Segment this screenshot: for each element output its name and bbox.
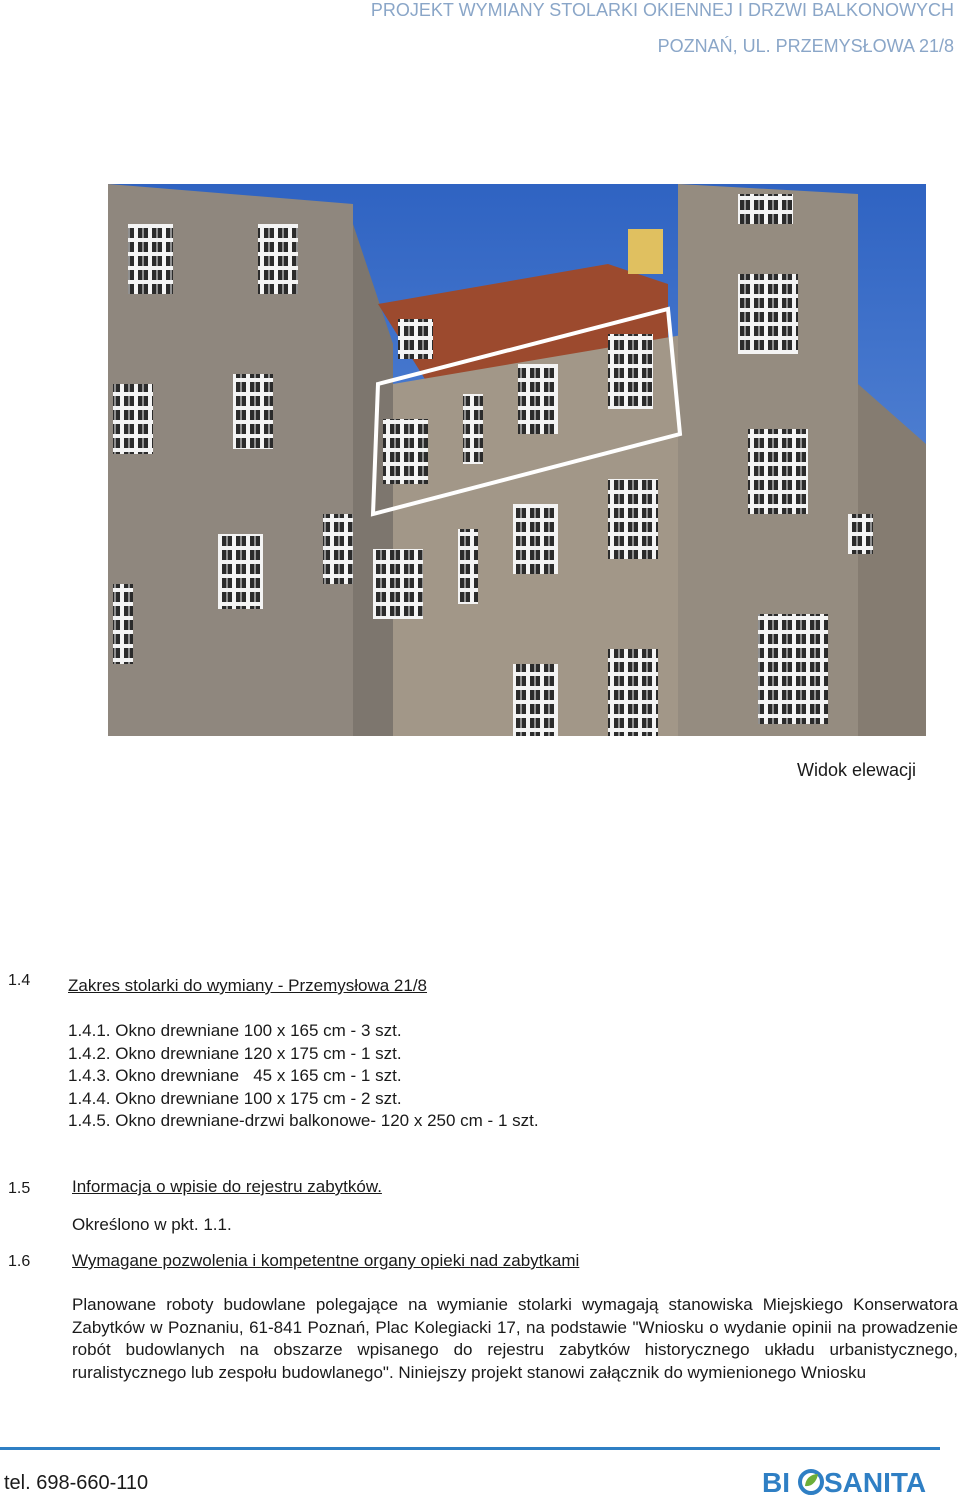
section-number-1-6: 1.6 bbox=[8, 1253, 31, 1270]
list-item: 1.4.3. Okno drewniane 45 x 165 cm - 1 szt. bbox=[68, 1066, 402, 1085]
building-elevation-photo bbox=[108, 184, 926, 736]
list-item: 1.4.4. Okno drewniane 100 x 175 cm - 2 szt. bbox=[68, 1088, 402, 1108]
section-title-1-4: Zakres stolarki do wymiany - Przemysłowa 21/8 bbox=[68, 976, 428, 995]
list-item: 1.4.1. Okno drewniane 100 x 165 cm - 3 szt. bbox=[68, 1021, 402, 1040]
section-text-1-6: Planowane roboty budowlane polegające na wymianie stolarki wymagają stanowiska Miejskiego Konserwatora Zabytków w Poznaniu, 61-841 Poznań, Plac Kolegiacki 17, na podstawie "Wniosku o wydanie opinii na prowadzenie robót budowlanych na obszarze wpisanego do rejestru zabytków historycznego układu urbanistycznego, ruralistycznego lub zespołu budowlanego". Niniejszy projekt stanowi załącznik do wymienionego Wniosku bbox=[72, 1295, 958, 1382]
logo-text-bi: BI bbox=[762, 1467, 790, 1496]
footer-phone: tel. 698-660-110 bbox=[4, 1472, 149, 1494]
logo-leaf-icon bbox=[800, 1471, 822, 1493]
section-text-1-5: Określono w pkt. 1.1. bbox=[72, 1215, 232, 1234]
list-item: 1.4.2. Okno drewniane 120 x 175 cm - 1 szt. bbox=[68, 1043, 402, 1063]
document-header-title: PROJEKT WYMIANY STOLARKI OKIENNEJ I DRZWI BALKONOWYCH bbox=[370, 0, 954, 20]
biosanita-logo bbox=[762, 1466, 942, 1496]
document-header-address: POZNAŃ, UL. PRZEMYSŁOWA 21/8 bbox=[657, 36, 954, 56]
window-list bbox=[68, 1020, 539, 1133]
logo-text-sanita: SANITA bbox=[824, 1467, 927, 1496]
section-title-1-6: Wymagane pozwolenia i kompetentne organy opieki nad zabytkami bbox=[72, 1251, 580, 1270]
footer-divider bbox=[0, 1447, 940, 1450]
section-number-1-4: 1.4 bbox=[8, 972, 31, 989]
photo-caption: Widok elewacji bbox=[796, 760, 916, 780]
section-number-1-5: 1.5 bbox=[8, 1180, 31, 1197]
list-item: 1.4.5. Okno drewniane-drzwi balkonowe- 120 x 250 cm - 1 szt. bbox=[68, 1111, 539, 1130]
section-title-1-5: Informacja o wpisie do rejestru zabytków. bbox=[72, 1177, 382, 1196]
